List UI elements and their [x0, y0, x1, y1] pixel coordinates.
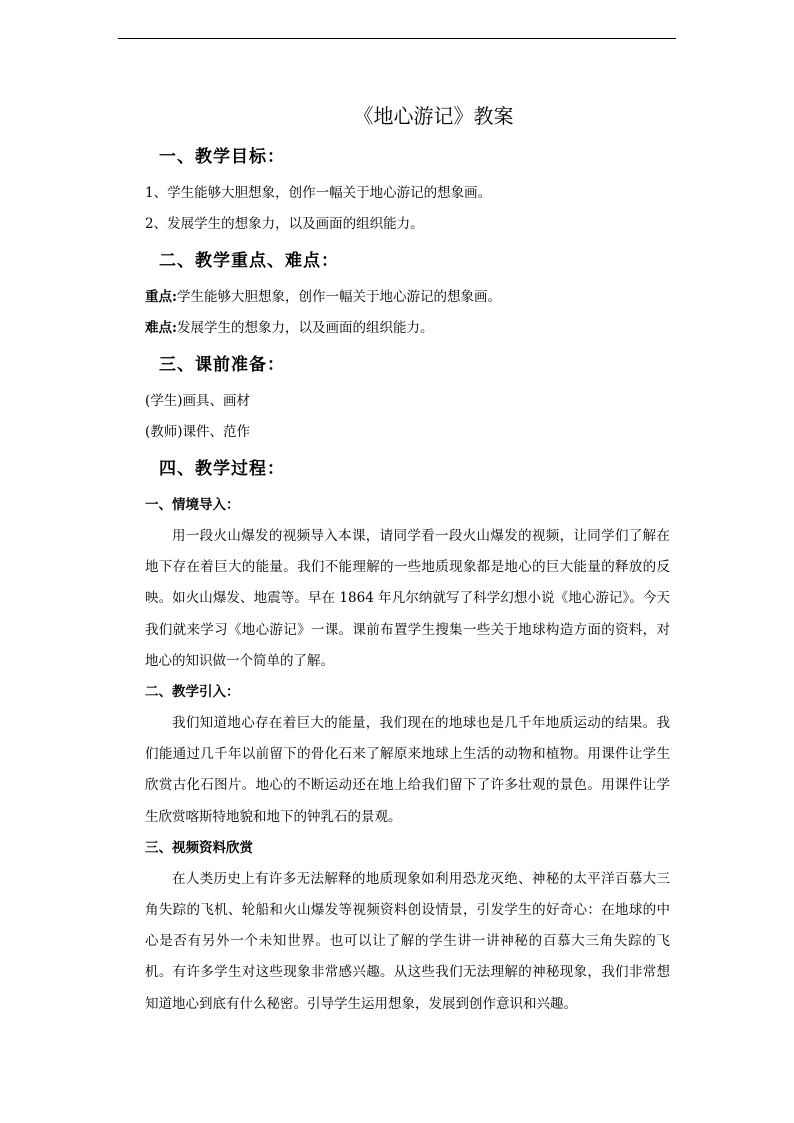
section-heading-process: 四、教学过程：	[159, 459, 285, 479]
subsection-paragraph: 用一段火山爆发的视频导入本课，请同学看一段火山爆发的视频，让同学们了解在地下存在着巨大的能量。我们不能理解的一些地质现象都是地心的巨大能量的释放的反映。如火山爆发、地震等。早在 1864 年凡尔纳就写了科学幻想小说《地心游记》。今天我们就来学习《地心游记》一课。课前布置学生搜集一些关于地球构造方面的资料，对地心的知识做一个简单的了解。	[145, 528, 670, 669]
document-body	[145, 100, 670, 1020]
key-point-line	[145, 282, 670, 313]
objective-line: 2、发展学生的想象力，以及画面的组织能力。	[145, 216, 424, 232]
section-heading-key-points: 二、教学重点、难点：	[159, 251, 339, 271]
subsection-heading-intro: 一、情境导入：	[145, 497, 240, 513]
subsection-heading-video: 三、视频资料欣赏	[145, 839, 253, 856]
objective-line: 1、学生能够大胆想象，创作一幅关于地心游记的想象画。	[145, 185, 492, 201]
key-point-text: 学生能够大胆想象，创作一幅关于地心游记的想象画。	[176, 289, 501, 305]
subsection-paragraph: 我们知道地心存在着巨大的能量，我们现在的地球也是几千年地质运动的结果。我们能通过几千年以前留下的骨化石来了解原来地球上生活的动物和植物。用课件让学生欣赏古化石图片。地心的不断运动还在地上给我们留下了许多壮观的景色。用课件让学生欣赏喀斯特地貌和地下的钟乳石的景观。	[145, 715, 670, 825]
preparation-line: (教师)课件、范作	[145, 424, 251, 440]
section-heading-objectives: 一、教学目标：	[159, 147, 285, 167]
preparation-line: (学生)画具、画材	[145, 393, 251, 409]
key-point-label: 重点:	[145, 289, 177, 305]
subsection-heading-lead-in: 二、教学引入：	[145, 684, 240, 701]
difficulty-line	[145, 313, 670, 344]
document-title: 《地心游记》教案	[353, 104, 514, 128]
difficulty-text: 发展学生的想象力，以及画面的组织能力。	[176, 320, 434, 336]
header-rule	[118, 38, 676, 39]
subsection-paragraph: 在人类历史上有许多无法解释的地质现象如利用恐龙灭绝、神秘的太平洋百慕大三角失踪的飞机、轮船和火山爆发等视频资料创设情景，引发学生的好奇心：在地球的中心是否有另外一个未知世界。也可以让了解的学生讲一讲神秘的百慕大三角失踪的飞机。有许多学生对这些现象非常感兴趣。从这些我们无法理解的神秘现象，我们非常想知道地心到底有什么秘密。引导学生运用想象，发展到创作意识和兴趣。	[145, 870, 670, 1012]
difficulty-label: 难点:	[145, 320, 177, 336]
section-heading-preparation: 三、课前准备：	[159, 355, 285, 375]
